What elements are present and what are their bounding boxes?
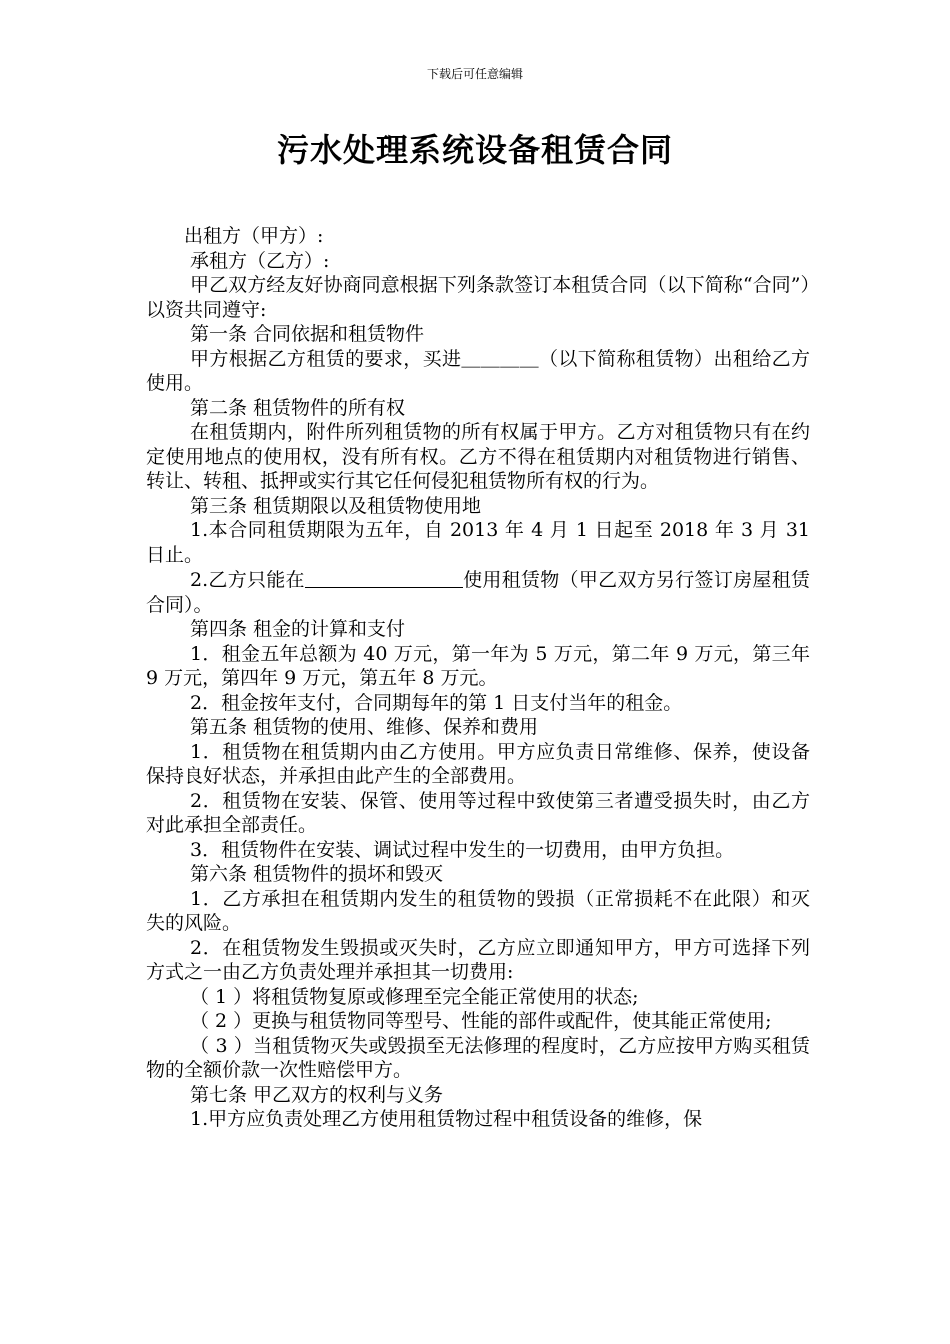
article-7-heading: 第七条 甲乙双方的权利与义务 bbox=[190, 1083, 444, 1106]
article-6-item-1: （ 1 ）将租赁物复原或修理至完全能正常使用的状态; bbox=[190, 985, 639, 1008]
article-3-paragraph-1: 1.本合同租赁期限为五年，自 2013 年 4 月 1 日起至 2018 年 3 月 31 日止。 bbox=[146, 519, 810, 566]
article-6-item-2: （ 2 ）更换与租赁物同等型号、性能的部件或配件，使其能正常使用; bbox=[190, 1010, 772, 1032]
article-6-paragraph-2: 2．在租赁物发生毁损或灭失时，乙方应立即通知甲方，甲方可选择下列方式之一由乙方负责处理并承担其一切费用: bbox=[146, 936, 810, 983]
article-2-heading: 第二条 租赁物件的所有权 bbox=[190, 396, 406, 419]
article-3-paragraph-2 bbox=[146, 567, 810, 617]
header-note: 下载后可任意编辑 bbox=[426, 67, 523, 81]
article-1-paragraph: 甲方根据乙方租赁的要求，买进＿＿＿＿（以下简称租赁物）出租给乙方使用。 bbox=[146, 347, 810, 394]
article-6-paragraph-1: 1．乙方承担在租赁期内发生的租赁物的毁损（正常损耗不在此限）和灭失的风险。 bbox=[146, 887, 810, 934]
document-title: 污水处理系统设备租赁合同 bbox=[276, 131, 673, 169]
preamble: 甲乙双方经友好协商同意根据下列条款签订本租赁合同（以下简称“合同”）以资共同遵守: bbox=[146, 274, 810, 321]
article-5-paragraph-3: 3．租赁物件在安装、调试过程中发生的一切费用，由甲方负担。 bbox=[190, 838, 735, 861]
article-4-heading: 第四条 租金的计算和支付 bbox=[190, 618, 406, 640]
article-5-paragraph-2: 2．租赁物在安装、保管、使用等过程中致使第三者遭受损失时，由乙方对此承担全部责任。 bbox=[146, 789, 810, 836]
article-3-heading: 第三条 租赁期限以及租赁物使用地 bbox=[190, 494, 482, 517]
article-1-heading: 第一条 合同依据和租赁物件 bbox=[190, 323, 425, 345]
article-5-paragraph-1: 1．租赁物在租赁期内由乙方使用。甲方应负责日常维修、保养，使设备保持良好状态，并承担由此产生的全部费用。 bbox=[146, 740, 810, 787]
article-6-heading: 第六条 租赁物件的损坏和毁灭 bbox=[190, 863, 444, 885]
article-3-p2-after: 使用租赁物（甲乙双方另行签订房屋租赁合同）。 bbox=[146, 569, 810, 616]
lessee-line: 承租方（乙方）: bbox=[190, 249, 330, 272]
article-2-paragraph: 在租赁期内，附件所列租赁物的所有权属于甲方。乙方对租赁物只有在约定使用地点的使用权，没有所有权。乙方不得在租赁期内对租赁物进行销售、转让、转租、抵押或实行其它任何侵犯租赁物所有权的行为。 bbox=[146, 421, 810, 492]
article-7-paragraph-1: 1.甲方应负责处理乙方使用租赁物过程中租赁设备的维修，保 bbox=[190, 1108, 703, 1130]
article-5-heading: 第五条 租赁物的使用、维修、保养和费用 bbox=[190, 716, 539, 738]
location-blank-line bbox=[305, 567, 463, 588]
lessor-line: 出租方（甲方）: bbox=[184, 225, 324, 247]
article-3-p2-before: 2.乙方只能在 bbox=[190, 569, 305, 591]
article-4-paragraph-2: 2．租金按年支付，合同期每年的第 1 日支付当年的租金。 bbox=[190, 691, 683, 714]
article-6-item-3: （ 3 ）当租赁物灭失或毁损至无法修理的程度时，乙方应按甲方购买租赁物的全额价款一次性赔偿甲方。 bbox=[146, 1034, 810, 1081]
article-4-paragraph-1: 1．租金五年总额为 40 万元，第一年为 5 万元，第二年 9 万元，第三年 9 万元，第四年 9 万元，第五年 8 万元。 bbox=[146, 642, 810, 689]
contract-body bbox=[146, 224, 810, 1132]
